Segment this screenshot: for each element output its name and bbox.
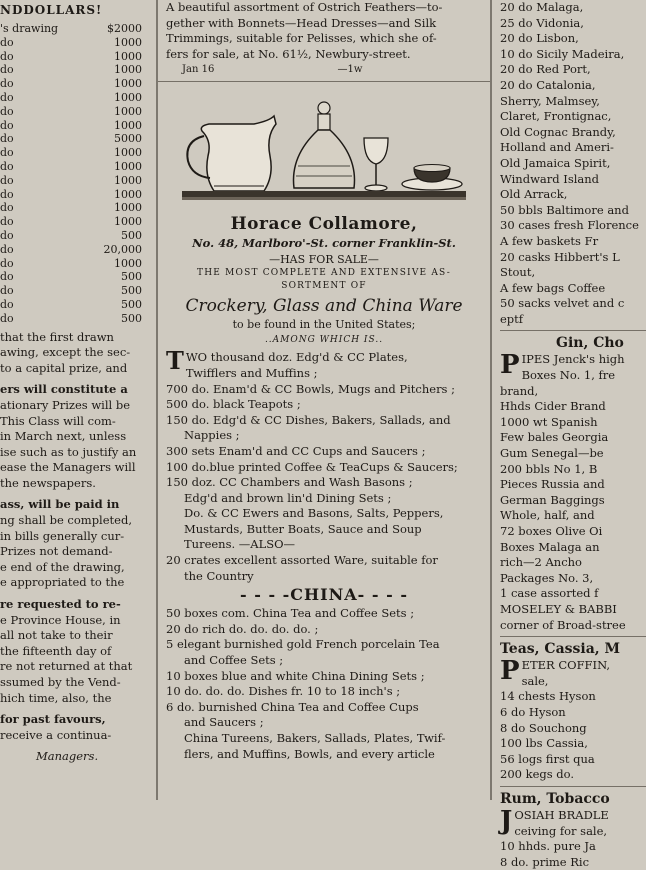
item-text: WO thousand doz. Edg'd & CC Plates, xyxy=(186,350,408,364)
gin-heading: Gin, Cho xyxy=(500,334,646,352)
row-value: 1000 xyxy=(114,63,142,77)
list-item xyxy=(166,731,484,747)
table-row xyxy=(0,160,156,174)
list-item xyxy=(166,475,484,491)
row-value: 1000 xyxy=(114,257,142,271)
wine-list xyxy=(500,0,646,327)
list-item: eptf xyxy=(500,312,646,328)
text-line: fers for sale, at No. 61½, Newbury-street. xyxy=(166,47,482,63)
item-text: 150 do. Edg'd & CC Dishes, Bakers, Sallads, and xyxy=(166,413,451,427)
list-item xyxy=(166,428,484,444)
paragraph xyxy=(0,597,156,706)
paragraph xyxy=(0,382,156,491)
row-value: 500 xyxy=(121,270,142,284)
item-text: Mustards, Butter Boats, Sauce and Soup xyxy=(184,522,422,536)
item-text: flers, and Muffins, Bowls, and every article xyxy=(184,747,435,761)
item-text: Tureens. —ALSO— xyxy=(184,537,295,551)
divider xyxy=(500,786,646,787)
list-item xyxy=(166,506,484,522)
assortment-line-1: THE MOST COMPLETE AND EXTENSIVE AS- xyxy=(158,267,490,280)
table-row xyxy=(0,284,156,298)
row-label: do xyxy=(0,77,14,91)
table-row xyxy=(0,50,156,64)
text-line: e end of the drawing, xyxy=(0,560,156,576)
prize-table xyxy=(0,36,156,326)
row-label: do xyxy=(0,119,14,133)
rum-list xyxy=(500,824,646,870)
text-line: re not returned at that xyxy=(0,659,156,675)
text-line: to a capital prize, and xyxy=(0,361,156,377)
item-text: and Saucers ; xyxy=(184,715,264,729)
item-text: 10 do. do. do. Dishes fr. 10 to 18 inch's ; xyxy=(166,684,400,698)
paragraph xyxy=(0,712,156,743)
divider xyxy=(158,81,490,82)
item-text: 150 doz. CC Chambers and Wash Basons ; xyxy=(166,475,413,489)
table-row xyxy=(0,119,156,133)
row-label: do xyxy=(0,174,14,188)
teas-heading: Teas, Cassia, M xyxy=(500,640,646,658)
china-item-list xyxy=(158,606,490,762)
text-line: ise such as to justify an xyxy=(0,445,156,461)
text-line: This Class will com- xyxy=(0,414,156,430)
item-text: 50 boxes com. China Tea and Coffee Sets ; xyxy=(166,606,414,620)
text-line: ng shall be completed, xyxy=(0,513,156,529)
list-item: 20 do Catalonia, xyxy=(500,78,646,94)
text-line: Prizes not demand- xyxy=(0,544,156,560)
table-row xyxy=(0,36,156,50)
row-label: do xyxy=(0,132,14,146)
text-line: in March next, unless xyxy=(0,429,156,445)
item-text: the Country xyxy=(184,569,254,583)
row-label: do xyxy=(0,257,14,271)
row-label: do xyxy=(0,105,14,119)
list-item: 56 logs first qua xyxy=(500,752,646,768)
list-item: Pieces Russia and xyxy=(500,477,646,493)
list-item xyxy=(166,522,484,538)
text-line: for past favours, xyxy=(0,712,156,728)
row-value: 1000 xyxy=(114,215,142,229)
list-item: Windward Island xyxy=(500,172,646,188)
list-item xyxy=(166,444,484,460)
list-item: 20 do Red Port, xyxy=(500,62,646,78)
row-label: do xyxy=(0,146,14,160)
item-text: Nappies ; xyxy=(184,428,240,442)
row-value: 500 xyxy=(121,284,142,298)
middle-column xyxy=(158,0,490,800)
list-item: Boxes No. 1, fre xyxy=(500,368,646,384)
list-item: 72 boxes Olive Oi xyxy=(500,524,646,540)
crockery-item-list xyxy=(158,350,490,584)
drop-cap: T xyxy=(166,350,184,372)
item-text: and Coffee Sets ; xyxy=(184,653,283,667)
list-item xyxy=(166,622,484,638)
table-row xyxy=(0,298,156,312)
item-text: 500 do. black Teapots ; xyxy=(166,397,301,411)
item-text: Edg'd and brown lin'd Dining Sets ; xyxy=(184,491,391,505)
text-line: ease the Managers will xyxy=(0,460,156,476)
row-label: do xyxy=(0,188,14,202)
list-item: rich—2 Ancho xyxy=(500,555,646,571)
column-rule xyxy=(490,0,492,800)
row-label: do xyxy=(0,201,14,215)
item-text: China Tureens, Bakers, Sallads, Plates, Twif- xyxy=(184,731,445,745)
list-item: Gum Senegal—be xyxy=(500,446,646,462)
among-which-line: ..AMONG WHICH IS.. xyxy=(158,333,490,349)
row-value: 1000 xyxy=(114,105,142,119)
list-item: Sherry, Malmsey, xyxy=(500,94,646,110)
list-item xyxy=(166,747,484,763)
row-value: 1000 xyxy=(114,91,142,105)
item-text: 6 do. burnished China Tea and Coffee Cups xyxy=(166,700,419,714)
list-item: 8 do. prime Ric xyxy=(500,855,646,870)
list-item: 30 cases fresh Florence xyxy=(500,218,646,234)
row-value: 1000 xyxy=(114,188,142,202)
list-item: sale, xyxy=(500,674,646,690)
row-value: 1000 xyxy=(114,36,142,50)
goods-list xyxy=(500,368,646,633)
list-item xyxy=(166,553,484,569)
divider xyxy=(500,636,646,637)
list-item xyxy=(166,669,484,685)
list-item: MOSELEY & BABBI xyxy=(500,602,646,618)
table-row xyxy=(0,257,156,271)
row-value: 20,000 xyxy=(104,243,143,257)
list-item xyxy=(166,700,484,716)
row-label: do xyxy=(0,298,14,312)
row-value: 1000 xyxy=(114,119,142,133)
list-item xyxy=(166,684,484,700)
list-item xyxy=(166,637,484,653)
table-row xyxy=(0,243,156,257)
row-value: 1000 xyxy=(114,174,142,188)
table-row xyxy=(0,146,156,160)
list-item xyxy=(166,606,484,622)
table-row xyxy=(0,312,156,326)
list-item: Few bales Georgia xyxy=(500,430,646,446)
list-item: Whole, half, and xyxy=(500,508,646,524)
text-line: A beautiful assortment of Ostrich Feathers—to- xyxy=(166,0,482,16)
row-value: 1000 xyxy=(114,201,142,215)
rum-heading: Rum, Tobacco xyxy=(500,790,646,808)
josiah-line: JOSIAH BRADLE xyxy=(500,808,646,824)
list-item xyxy=(166,366,484,382)
text-line: re requested to re- xyxy=(0,597,156,613)
signature: Managers. xyxy=(0,749,156,765)
item-text: 300 sets Enam'd and CC Cups and Saucers ; xyxy=(166,444,426,458)
text-line: the fifteenth day of xyxy=(0,644,156,660)
list-item: 10 hhds. pure Ja xyxy=(500,839,646,855)
table-row xyxy=(0,201,156,215)
text-line: awing, except the sec- xyxy=(0,345,156,361)
list-item: 6 do Hyson xyxy=(500,705,646,721)
left-column xyxy=(0,0,156,800)
list-item: 14 chests Hyson xyxy=(500,689,646,705)
list-item xyxy=(166,537,484,553)
row-label: do xyxy=(0,270,14,284)
list-item: 200 bbls No 1, B xyxy=(500,462,646,478)
list-item: 10 do Sicily Madeira, xyxy=(500,47,646,63)
list-item: 20 do Lisbon, xyxy=(500,31,646,47)
notice-text xyxy=(0,330,156,744)
right-column xyxy=(494,0,646,800)
pipes-line: PIPES Jenck's high xyxy=(500,352,646,368)
table-row xyxy=(0,188,156,202)
text-line: ationary Prizes will be xyxy=(0,398,156,414)
list-item xyxy=(166,491,484,507)
has-for-sale: —HAS FOR SALE— xyxy=(158,252,490,268)
text-line: e appropriated to the xyxy=(0,575,156,591)
item-text: 5 elegant burnished gold French porcelain Tea xyxy=(166,637,440,651)
row-label: do xyxy=(0,50,14,64)
text-line: in bills generally cur- xyxy=(0,529,156,545)
text-line: ass, will be paid in xyxy=(0,497,156,513)
list-item xyxy=(166,397,484,413)
list-item: 100 lbs Cassia, xyxy=(500,736,646,752)
table-header: 's drawing $2000 xyxy=(0,22,156,36)
list-item xyxy=(166,653,484,669)
row-value: 1000 xyxy=(114,146,142,160)
text-line: hich time, also, the xyxy=(0,691,156,707)
list-item: corner of Broad-stree xyxy=(500,618,646,634)
list-item: Boxes Malaga an xyxy=(500,540,646,556)
text-line: all not take to their xyxy=(0,628,156,644)
row-label: do xyxy=(0,91,14,105)
divider xyxy=(500,330,646,331)
peter-line: PETER COFFIN, xyxy=(500,658,646,674)
text-line: ssumed by the Vend- xyxy=(0,675,156,691)
list-item: Stout, xyxy=(500,265,646,281)
list-item: ceiving for sale, xyxy=(500,824,646,840)
table-row xyxy=(0,215,156,229)
list-item: 200 kegs do. xyxy=(500,767,646,783)
paragraph xyxy=(0,497,156,591)
row-label: do xyxy=(0,229,14,243)
row-label: do xyxy=(0,215,14,229)
merchant-name: Horace Collamore, xyxy=(158,212,490,236)
crockery-illustration-icon xyxy=(174,96,474,206)
item-text: 20 do rich do. do. do. do. ; xyxy=(166,622,318,636)
list-item xyxy=(166,382,484,398)
list-item xyxy=(166,350,484,366)
item-text: 700 do. Enam'd & CC Bowls, Mugs and Pitchers ; xyxy=(166,382,455,396)
list-item: Old Arrack, xyxy=(500,187,646,203)
row-label: do xyxy=(0,63,14,77)
list-item: Old Cognac Brandy, xyxy=(500,125,646,141)
list-item: 20 do Malaga, xyxy=(500,0,646,16)
list-item: brand, xyxy=(500,384,646,400)
teas-list xyxy=(500,674,646,783)
left-header: NDDOLLARS! xyxy=(0,2,156,18)
row-label: do xyxy=(0,312,14,326)
list-item: 50 bbls Baltimore and xyxy=(500,203,646,219)
row-label: do xyxy=(0,284,14,298)
text-line: Trimmings, suitable for Pelisses, which she of- xyxy=(166,31,482,47)
item-text: 10 boxes blue and white China Dining Sets ; xyxy=(166,669,425,683)
row-value: 1000 xyxy=(114,50,142,64)
table-row xyxy=(0,229,156,243)
notice-date-line: Jan 16 —1w xyxy=(158,62,490,78)
table-row xyxy=(0,174,156,188)
ware-heading: Crockery, Glass and China Ware xyxy=(158,295,490,317)
list-item: Holland and Ameri- xyxy=(500,140,646,156)
row-value: 1000 xyxy=(114,77,142,91)
list-item: 20 casks Hibbert's L xyxy=(500,250,646,266)
list-item: 1000 wt Spanish xyxy=(500,415,646,431)
text-line: gether with Bonnets—Head Dresses—and Silk xyxy=(166,16,482,32)
list-item: A few bags Coffee xyxy=(500,281,646,297)
table-row xyxy=(0,63,156,77)
item-text: Twifflers and Muffins ; xyxy=(186,366,318,380)
list-item xyxy=(166,413,484,429)
list-item: 1 case assorted f xyxy=(500,586,646,602)
list-item: 8 do Souchong xyxy=(500,721,646,737)
row-value: 500 xyxy=(121,229,142,243)
row-label: do xyxy=(0,160,14,174)
list-item: Old Jamaica Spirit, xyxy=(500,156,646,172)
row-value: 500 xyxy=(121,312,142,326)
list-item: Packages No. 3, xyxy=(500,571,646,587)
found-in-line: to be found in the United States; xyxy=(158,317,490,333)
item-text: 20 crates excellent assorted Ware, suitable for xyxy=(166,553,438,567)
row-value: 5000 xyxy=(114,132,142,146)
list-item: 50 sacks velvet and c xyxy=(500,296,646,312)
list-item: 25 do Vidonia, xyxy=(500,16,646,32)
row-value: 500 xyxy=(121,298,142,312)
table-row xyxy=(0,270,156,284)
list-item: Hhds Cider Brand xyxy=(500,399,646,415)
list-item: A few baskets Fr xyxy=(500,234,646,250)
table-row xyxy=(0,91,156,105)
list-item xyxy=(166,715,484,731)
china-heading: - - - -CHINA- - - - xyxy=(158,584,490,606)
item-text: 100 do.blue printed Coffee & TeaCups & Saucers; xyxy=(166,460,458,474)
table-row xyxy=(0,105,156,119)
text-line: that the first drawn xyxy=(0,330,156,346)
list-item: Claret, Frontignac, xyxy=(500,109,646,125)
row-label: do xyxy=(0,243,14,257)
text-line: receive a continua- xyxy=(0,728,156,744)
row-value: 1000 xyxy=(114,160,142,174)
text-line: e Province House, in xyxy=(0,613,156,629)
item-text: Do. & CC Ewers and Basons, Salts, Peppers, xyxy=(184,506,443,520)
list-item xyxy=(166,569,484,585)
feathers-notice xyxy=(158,0,490,62)
table-row xyxy=(0,132,156,146)
table-row xyxy=(0,77,156,91)
text-line: the newspapers. xyxy=(0,476,156,492)
merchant-address: No. 48, Marlboro'-St. corner Franklin-St. xyxy=(158,236,490,252)
assortment-line-2: SORTMENT OF xyxy=(158,280,490,293)
list-item: German Baggings xyxy=(500,493,646,509)
paragraph xyxy=(0,330,156,377)
list-item xyxy=(166,460,484,476)
text-line: ers will constitute a xyxy=(0,382,156,398)
row-label: do xyxy=(0,36,14,50)
